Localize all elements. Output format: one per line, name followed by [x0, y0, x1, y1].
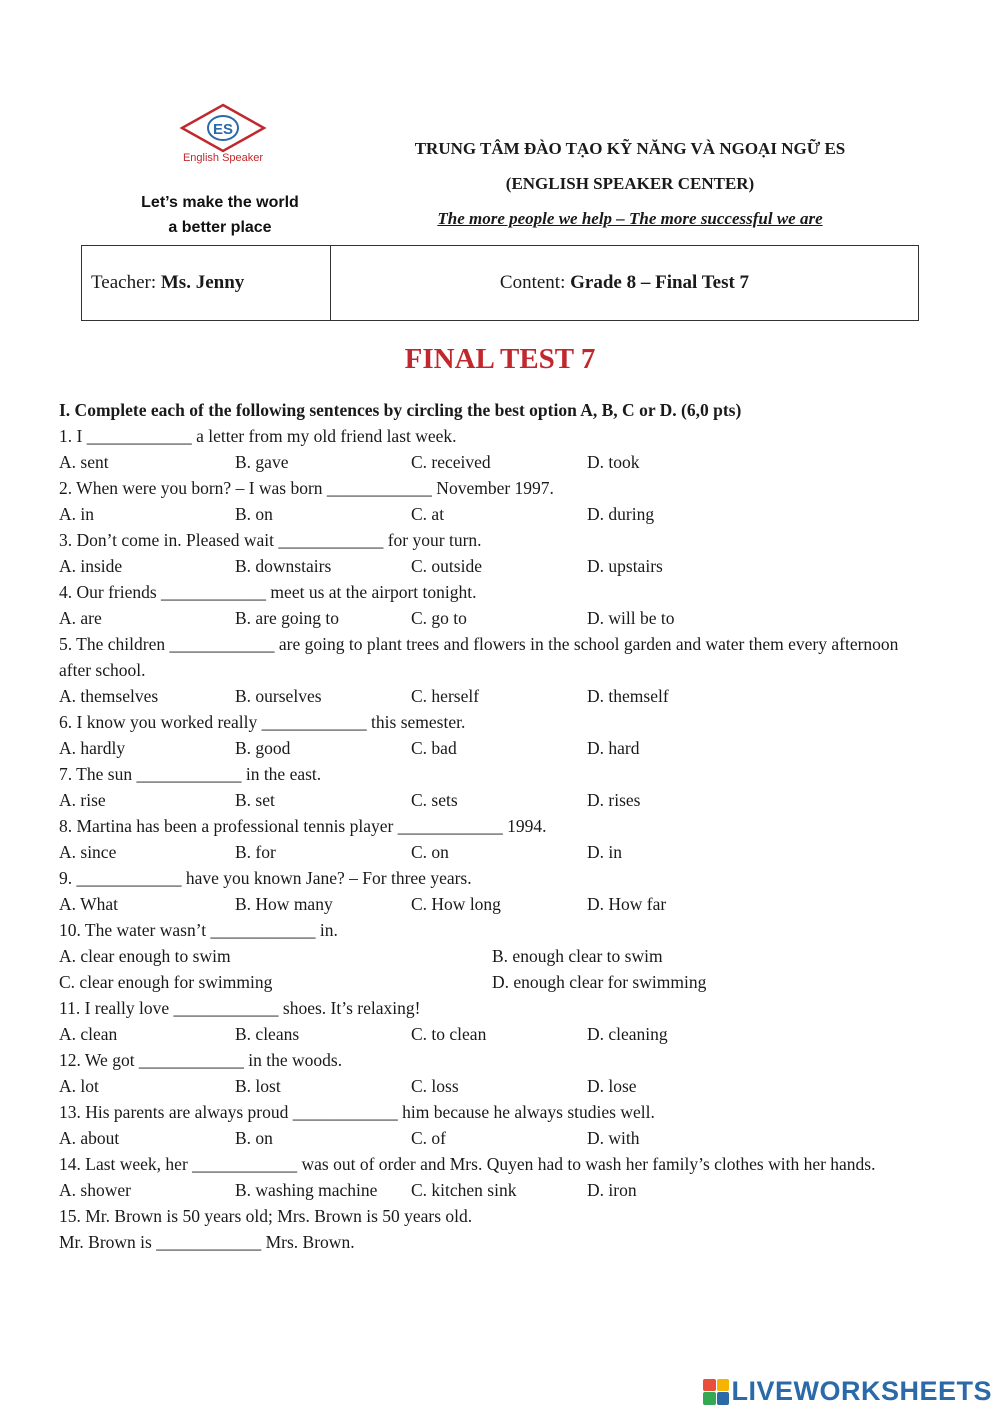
center-info: [345, 136, 915, 230]
option-a[interactable]: A. lot: [59, 1076, 99, 1096]
option-c[interactable]: C. go to: [411, 608, 467, 628]
option-d[interactable]: D. took: [587, 452, 640, 472]
options-row: [59, 839, 925, 865]
option-a[interactable]: A. clear enough to swim: [59, 946, 231, 966]
page-title: FINAL TEST 7: [404, 343, 596, 375]
option-b[interactable]: B. enough clear to swim: [492, 946, 663, 966]
option-a[interactable]: A. shower: [59, 1180, 131, 1200]
slogan: [110, 190, 330, 240]
option-b[interactable]: B. on: [235, 504, 273, 524]
teacher-name: Ms. Jenny: [160, 272, 245, 293]
question-12: 12. We got ____________ in the woods.: [59, 1050, 343, 1070]
option-c[interactable]: C. bad: [411, 738, 457, 758]
slogan-line-2: a better place: [168, 219, 272, 236]
option-a[interactable]: A. since: [59, 842, 117, 862]
option-d[interactable]: D. iron: [587, 1180, 637, 1200]
option-c[interactable]: C. clear enough for swimming: [59, 972, 273, 992]
question-4: 4. Our friends ____________ meet us at the airport tonight.: [59, 582, 477, 602]
option-d[interactable]: D. in: [587, 842, 622, 862]
option-c[interactable]: C. loss: [411, 1076, 459, 1096]
liveworksheets-logo: [703, 1376, 992, 1407]
section-heading: I. Complete each of the following sentences by circling the best option A, B, C or D. (6,0 pts): [59, 400, 742, 420]
option-b[interactable]: B. How many: [235, 894, 333, 914]
option-a[interactable]: A. inside: [59, 556, 123, 576]
option-a[interactable]: A. hardly: [59, 738, 126, 758]
content-label: Content:: [499, 272, 566, 293]
option-a[interactable]: A. What: [59, 894, 118, 914]
teacher-cell: [82, 246, 331, 320]
option-b[interactable]: B. good: [235, 738, 291, 758]
option-a[interactable]: A. are: [59, 608, 102, 628]
option-c[interactable]: C. on: [411, 842, 449, 862]
question-7: 7. The sun ____________ in the east.: [59, 764, 322, 784]
options-row: [59, 969, 925, 995]
liveworksheets-icon: [703, 1379, 729, 1405]
content-value: Grade 8 – Final Test 7: [570, 272, 750, 293]
options-row: [59, 787, 925, 813]
option-b[interactable]: B. set: [235, 790, 275, 810]
teacher-label: Teacher:: [91, 272, 157, 293]
options-row: [59, 683, 925, 709]
option-c[interactable]: C. How long: [411, 894, 501, 914]
question-5: 5. The children ____________ are going to plant trees and flowers in the school garden and water them every afternoon after school.: [59, 634, 899, 680]
slogan-line-1: Let’s make the world: [141, 194, 299, 211]
options-row: [59, 1177, 925, 1203]
liveworksheets-brand: LIVEWORKSHEETS: [731, 1376, 992, 1406]
question-10: 10. The water wasn’t ____________ in.: [59, 920, 338, 940]
options-row: [59, 1021, 925, 1047]
option-d[interactable]: D. How far: [587, 894, 667, 914]
question-14: 14. Last week, her ____________ was out of order and Mrs. Quyen had to wash her family’s clothes with her hands.: [59, 1154, 876, 1174]
option-c[interactable]: C. received: [411, 452, 491, 472]
content-cell: [331, 246, 918, 320]
question-6: 6. I know you worked really ____________ this semester.: [59, 712, 466, 732]
center-motto: The more people we help – The more successful we are: [437, 209, 823, 228]
option-a[interactable]: A. rise: [59, 790, 106, 810]
options-row: [59, 553, 925, 579]
options-row: [59, 1125, 925, 1151]
question-13: 13. His parents are always proud ____________ him because he always studies well.: [59, 1102, 655, 1122]
es-logo: [168, 100, 278, 170]
option-d[interactable]: D. with: [587, 1128, 640, 1148]
option-c[interactable]: C. sets: [411, 790, 458, 810]
option-d[interactable]: D. lose: [587, 1076, 637, 1096]
option-b[interactable]: B. downstairs: [235, 556, 332, 576]
option-b[interactable]: B. on: [235, 1128, 273, 1148]
option-d[interactable]: D. cleaning: [587, 1024, 668, 1044]
test-content: [59, 397, 925, 1255]
option-a[interactable]: A. in: [59, 504, 94, 524]
option-c[interactable]: C. herself: [411, 686, 480, 706]
option-d[interactable]: D. enough clear for swimming: [492, 972, 707, 992]
option-c[interactable]: C. outside: [411, 556, 482, 576]
question-3: 3. Don’t come in. Pleased wait ____________ for your turn.: [59, 530, 482, 550]
option-c[interactable]: C. at: [411, 504, 445, 524]
info-table: [81, 245, 919, 321]
center-name: TRUNG TÂM ĐÀO TẠO KỸ NĂNG VÀ NGOẠI NGỮ ES: [414, 139, 846, 158]
option-c[interactable]: C. kitchen sink: [411, 1180, 517, 1200]
options-row: [59, 605, 925, 631]
option-a[interactable]: A. clean: [59, 1024, 118, 1044]
option-d[interactable]: D. rises: [587, 790, 641, 810]
options-row: [59, 943, 925, 969]
option-d[interactable]: D. upstairs: [587, 556, 663, 576]
question-1: 1. I ____________ a letter from my old friend last week.: [59, 426, 457, 446]
option-a[interactable]: A. about: [59, 1128, 120, 1148]
option-b[interactable]: B. for: [235, 842, 276, 862]
option-b[interactable]: B. are going to: [235, 608, 340, 628]
options-row: [59, 891, 925, 917]
option-d[interactable]: D. themself: [587, 686, 669, 706]
options-row: [59, 449, 925, 475]
question-11: 11. I really love ____________ shoes. It’s relaxing!: [59, 998, 421, 1018]
option-c[interactable]: C. of: [411, 1128, 446, 1148]
option-c[interactable]: C. to clean: [411, 1024, 487, 1044]
center-name-en: (ENGLISH SPEAKER CENTER): [505, 174, 755, 193]
question-15-line-1: 15. Mr. Brown is 50 years old; Mrs. Brown is 50 years old.: [59, 1206, 473, 1226]
question-list: [59, 423, 925, 1203]
option-d[interactable]: D. will be to: [587, 608, 675, 628]
svg-text:ES: ES: [212, 121, 234, 138]
option-d[interactable]: D. during: [587, 504, 655, 524]
question-8: 8. Martina has been a professional tennis player ____________ 1994.: [59, 816, 547, 836]
question-9: 9. ____________ have you known Jane? – For three years.: [59, 868, 472, 888]
option-b[interactable]: B. gave: [235, 452, 289, 472]
option-b[interactable]: B. washing machine: [235, 1180, 378, 1200]
option-a[interactable]: A. themselves: [59, 686, 159, 706]
option-b[interactable]: B. lost: [235, 1076, 281, 1096]
options-row: [59, 1073, 925, 1099]
option-d[interactable]: D. hard: [587, 738, 640, 758]
svg-text:English Speaker: English Speaker: [182, 152, 264, 164]
question-15-line-2: Mr. Brown is ____________ Mrs. Brown.: [59, 1232, 355, 1252]
option-b[interactable]: B. cleans: [235, 1024, 300, 1044]
option-a[interactable]: A. sent: [59, 452, 109, 472]
options-row: [59, 735, 925, 761]
question-2: 2. When were you born? – I was born ____________ November 1997.: [59, 478, 554, 498]
option-b[interactable]: B. ourselves: [235, 686, 322, 706]
options-row: [59, 501, 925, 527]
